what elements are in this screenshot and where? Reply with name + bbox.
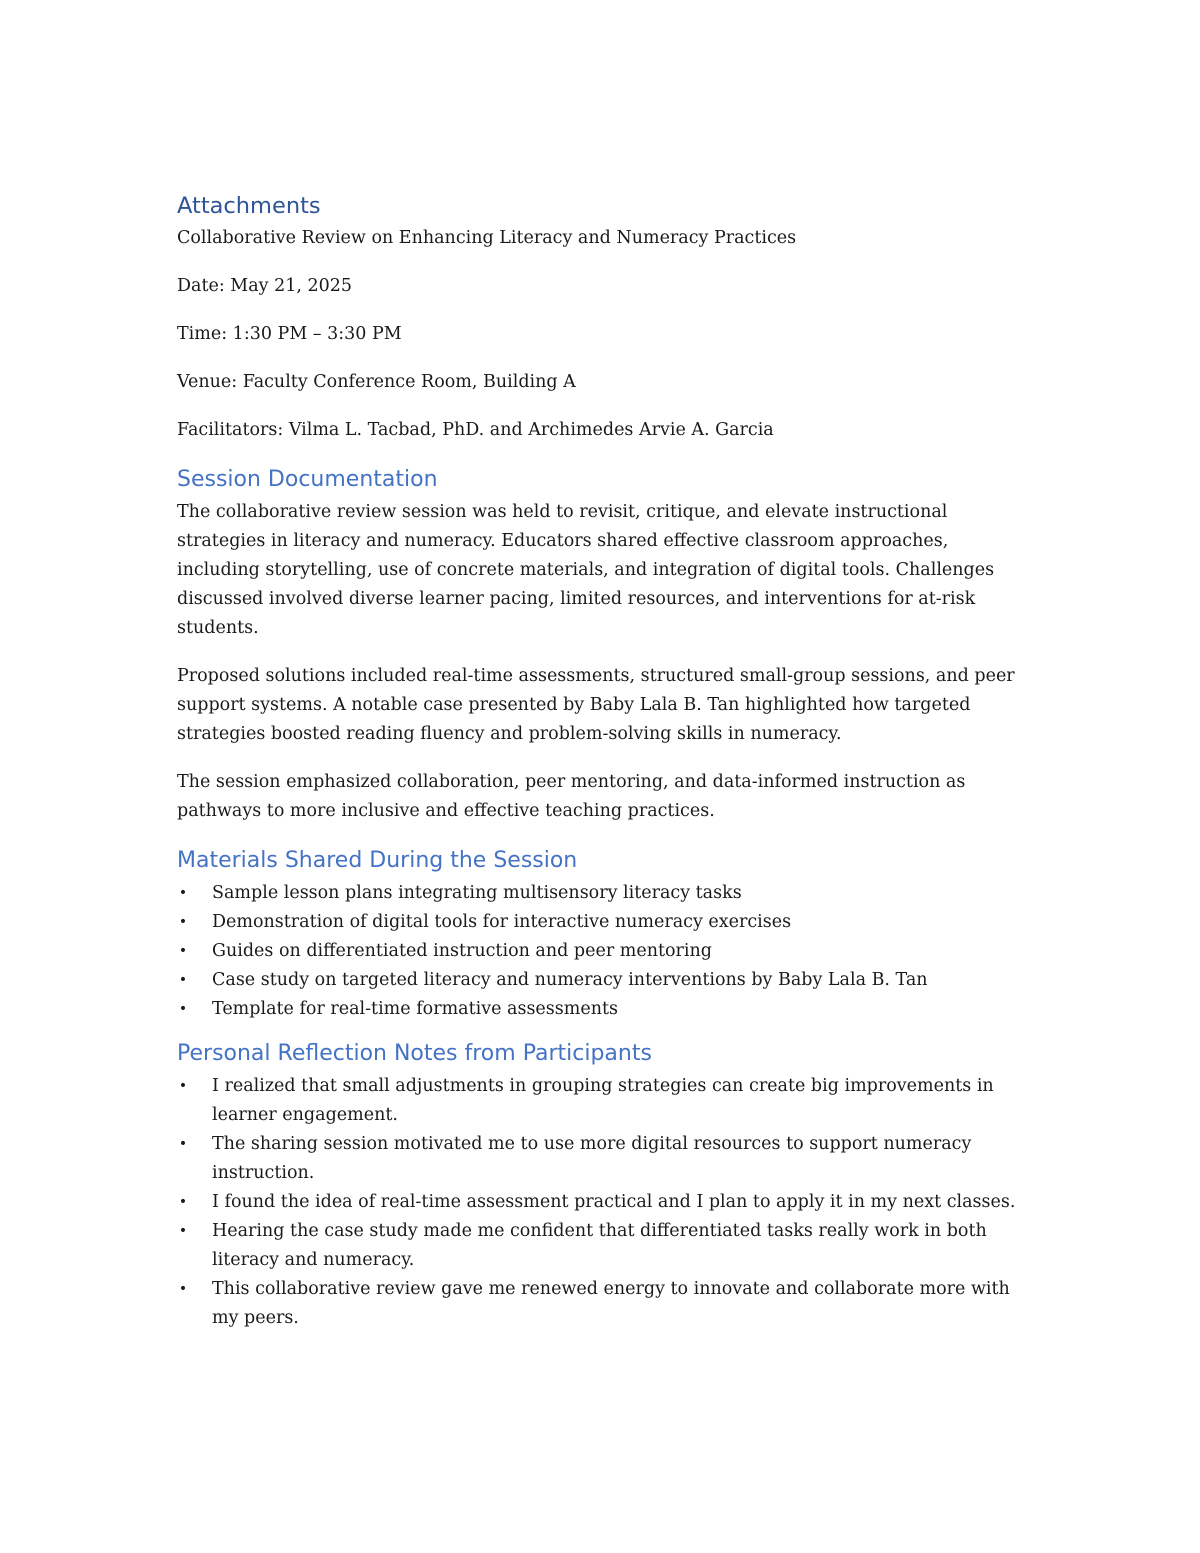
list-item-text: Demonstration of digital tools for interactive numeracy exercises: [212, 912, 792, 932]
list-item: [177, 908, 1027, 937]
documentation-paragraph: The session emphasized collaboration, peer mentoring, and data-informed instruction as pathways to more inclusive and effective teaching practices.: [177, 772, 966, 821]
bullet-icon: •: [178, 1136, 188, 1152]
bullet-icon: •: [178, 1001, 188, 1017]
list-item-text: Template for real-time formative assessments: [212, 999, 618, 1019]
list-item-text: This collaborative review gave me renewed energy to innovate and collaborate more with my peers.: [212, 1279, 1010, 1328]
materials-heading: Materials Shared During the Session: [177, 848, 578, 873]
list-item: [177, 1275, 1027, 1333]
list-item: [177, 1130, 1027, 1188]
bullet-icon: •: [178, 1223, 188, 1239]
session-time: Time: 1:30 PM – 3:30 PM: [177, 324, 402, 344]
bullet-icon: •: [178, 1281, 188, 1297]
documentation-paragraph: The collaborative review session was held to revisit, critique, and elevate instructional strategies in literacy and numeracy. Educators shared effective classroom approaches, including storytelling, use of concrete materials, and integration of digital tools. Challenges discussed involved diverse learner pacing, limited resources, and interventions for at-risk students.: [177, 502, 995, 638]
list-item: [177, 937, 1027, 966]
materials-list: [177, 879, 1027, 1024]
list-item: [177, 879, 1027, 908]
bullet-icon: •: [178, 972, 188, 988]
list-item-text: I realized that small adjustments in grouping strategies can create big improvements in learner engagement.: [212, 1076, 994, 1125]
session-title-line: Collaborative Review on Enhancing Literacy and Numeracy Practices: [177, 228, 797, 248]
list-item-text: I found the idea of real-time assessment practical and I plan to apply it in my next classes.: [212, 1192, 1016, 1212]
bullet-icon: •: [178, 943, 188, 959]
reflections-heading: Personal Reflection Notes from Participants: [177, 1041, 652, 1066]
reflections-list: [177, 1072, 1027, 1333]
list-item-text: Sample lesson plans integrating multisensory literacy tasks: [212, 883, 742, 903]
document-content: [177, 190, 1027, 1343]
session-venue: Venue: Faculty Conference Room, Building A: [177, 372, 576, 392]
list-item: [177, 1072, 1027, 1130]
attachments-heading: Attachments: [177, 193, 321, 219]
list-item: [177, 1217, 1027, 1275]
list-item: [177, 995, 1027, 1024]
bullet-icon: •: [178, 1078, 188, 1094]
list-item-text: The sharing session motivated me to use more digital resources to support numeracy instruction.: [212, 1134, 972, 1183]
list-item-text: Hearing the case study made me confident that differentiated tasks really work in both literacy and numeracy.: [212, 1221, 987, 1270]
list-item: [177, 1188, 1027, 1217]
session-date: Date: May 21, 2025: [177, 276, 353, 296]
list-item: [177, 966, 1027, 995]
bullet-icon: •: [178, 914, 188, 930]
documentation-paragraph: Proposed solutions included real-time assessments, structured small-group sessions, and peer support systems. A notable case presented by Baby Lala B. Tan highlighted how targeted strategies boosted reading fluency and problem-solving skills in numeracy.: [177, 666, 1015, 744]
list-item-text: Case study on targeted literacy and numeracy interventions by Baby Lala B. Tan: [212, 970, 928, 990]
bullet-icon: •: [178, 885, 188, 901]
session-documentation-heading: Session Documentation: [177, 467, 438, 492]
bullet-icon: •: [178, 1194, 188, 1210]
session-facilitators: Facilitators: Vilma L. Tacbad, PhD. and Archimedes Arvie A. Garcia: [177, 420, 774, 440]
list-item-text: Guides on differentiated instruction and peer mentoring: [212, 941, 712, 961]
